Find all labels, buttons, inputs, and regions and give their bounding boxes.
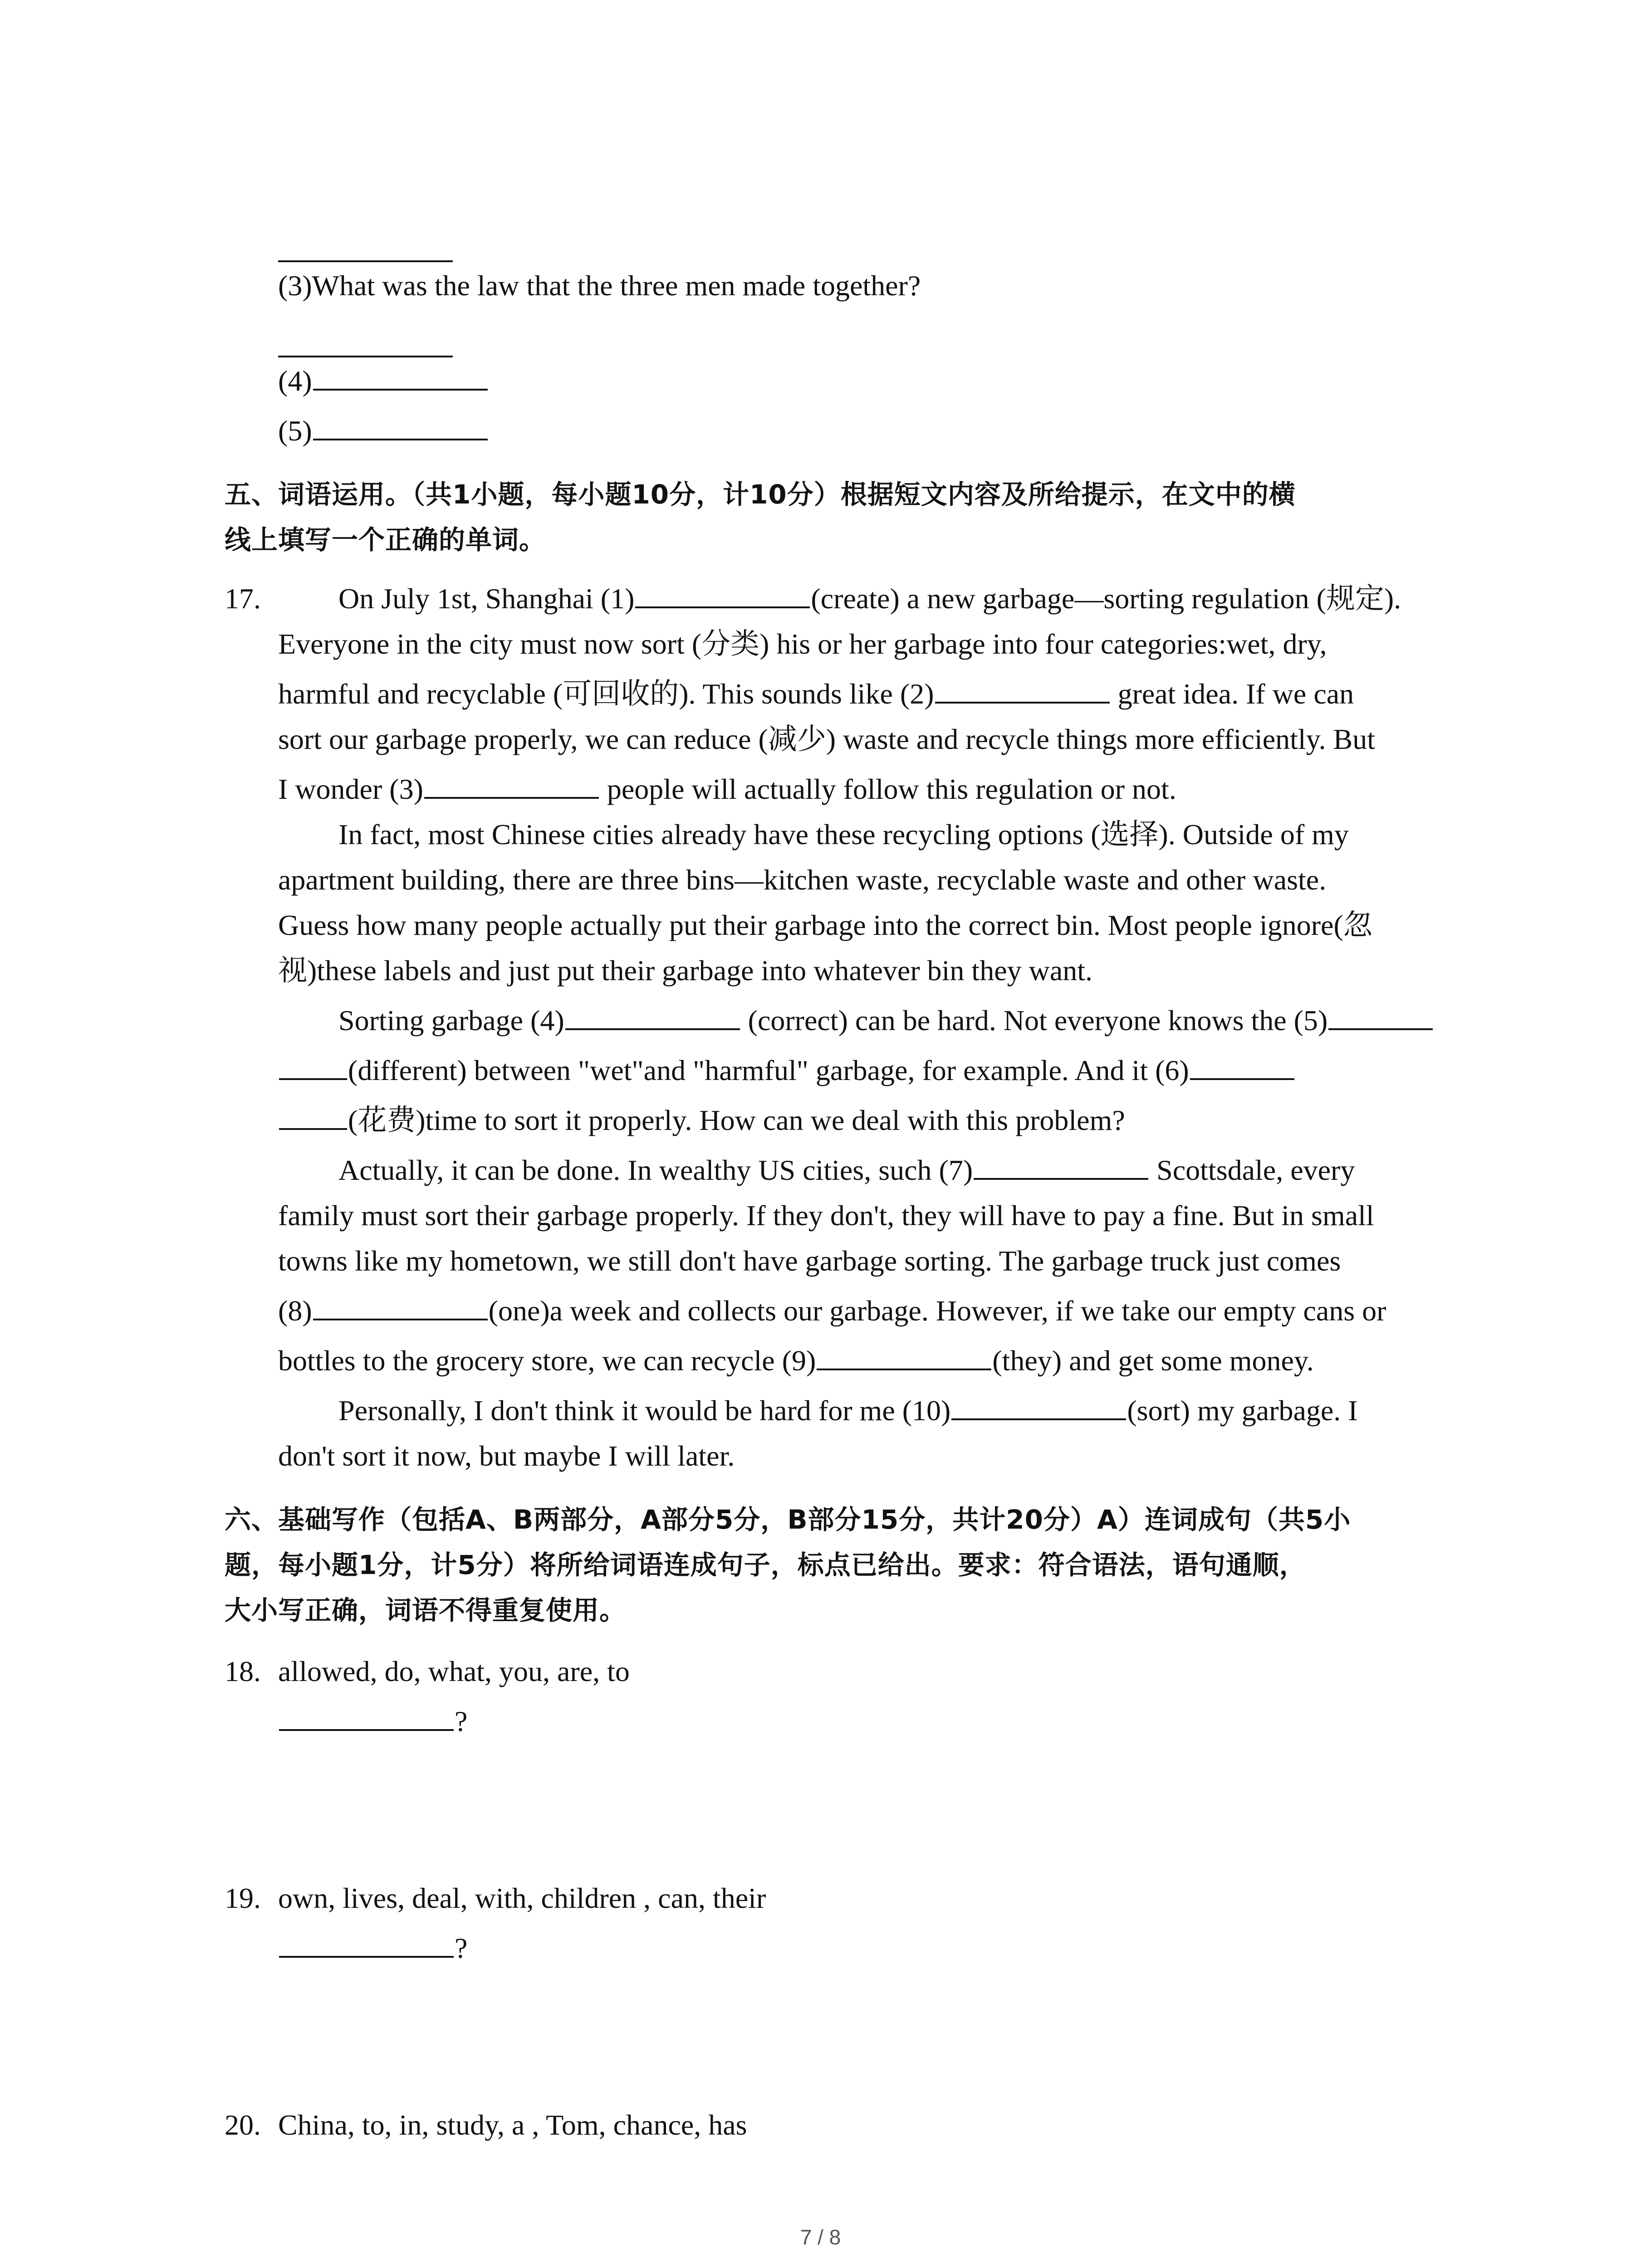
q19-words: own, lives, deal, with, children , can, their xyxy=(278,1882,766,1914)
answer-blank-q17-10[interactable] xyxy=(951,1393,1126,1420)
answer-blank-q17-5-part1[interactable] xyxy=(1328,1003,1433,1030)
answer-blank-2[interactable] xyxy=(278,260,453,262)
q19-answer-line: ? xyxy=(278,1928,467,1969)
q17-line-13: Actually, it can be done. In wealthy US cities, such (7) Scottsdale, every xyxy=(338,1150,1355,1191)
answer-blank-q17-3[interactable] xyxy=(424,772,599,799)
answer-blank-3[interactable] xyxy=(278,356,453,357)
q17-line-10: Sorting garbage (4) (correct) can be hard. Not everyone knows the (5) xyxy=(338,1000,1434,1041)
q17-line-8: Guess how many people actually put their garbage into the correct bin. Most people ignore(忽 xyxy=(278,909,1372,941)
q17-line-16: (8) (one)a week and collects our garbage. However, if we take our empty cans or xyxy=(278,1290,1386,1331)
q20-words: China, to, in, study, a , Tom, chance, has xyxy=(278,2109,747,2141)
q16-sub-3: (3)What was the law that the three men made together? xyxy=(278,269,921,302)
q17-line-11: (different) between "wet"and "harmful" garbage, for example. And it (6) xyxy=(278,1050,1295,1091)
answer-blank-q17-4[interactable] xyxy=(565,1003,740,1030)
q17-line-9: 视)these labels and just put their garbage into whatever bin they want. xyxy=(278,954,1093,987)
answer-blank-q17-9[interactable] xyxy=(817,1343,991,1370)
q17-line-3: harmful and recyclable (可回收的). This sounds like (2) great idea. If we can xyxy=(278,674,1354,714)
answer-blank-q19[interactable] xyxy=(279,1931,454,1958)
q17-line-15: towns like my hometown, we still don't have garbage sorting. The garbage truck just comes xyxy=(278,1245,1341,1277)
q17-line-19: don't sort it now, but maybe I will later. xyxy=(278,1440,735,1472)
section6-heading-line3: 大小写正确，词语不得重复使用。 xyxy=(225,1595,627,1626)
section5-heading-line1: 五、词语运用。（共1小题，每小题10分，计10分）根据短文内容及所给提示，在文中的横 xyxy=(225,479,1296,510)
answer-blank-q17-7[interactable] xyxy=(974,1153,1148,1180)
q17-line-5: I wonder (3) people will actually follow this regulation or not. xyxy=(278,769,1176,810)
answer-blank-5[interactable] xyxy=(313,413,488,440)
q17-line-1: On July 1st, Shanghai (1) (create) a new garbage—sorting regulation (规定). xyxy=(338,578,1401,619)
section6-heading-line2: 题，每小题1分，计5分）将所给词语连成句子，标点已给出。要求：符合语法，语句通顺， xyxy=(225,1549,1306,1580)
q18-words: allowed, do, what, you, are, to xyxy=(278,1655,630,1687)
answer-blank-q17-2[interactable] xyxy=(935,676,1110,704)
q16-sub-4: (4) xyxy=(278,361,489,401)
answer-blank-q18[interactable] xyxy=(279,1704,454,1731)
q17-line-12: (花费)time to sort it properly. How can we deal with this problem? xyxy=(278,1100,1125,1141)
q17-line-14: family must sort their garbage properly. If they don't, they will have to pay a fine. But in small xyxy=(278,1199,1374,1232)
section6-heading-line1: 六、基础写作（包括A、B两部分，A部分5分，B部分15分，共计20分）A）连词成句（共5小 xyxy=(225,1504,1351,1535)
section5-heading-line2: 线上填写一个正确的单词。 xyxy=(225,524,546,555)
question-number-19: 19. xyxy=(225,1882,261,1914)
answer-blank-q17-5-part2[interactable] xyxy=(279,1053,347,1080)
answer-blank-q17-1[interactable] xyxy=(635,581,810,608)
page-number: 7 / 8 xyxy=(800,2225,841,2249)
answer-blank-4[interactable] xyxy=(313,363,488,391)
q17-line-2: Everyone in the city must now sort (分类) his or her garbage into four categories:wet, dry, xyxy=(278,628,1327,660)
q17-line-4: sort our garbage properly, we can reduce (减少) waste and recycle things more efficiently. But xyxy=(278,723,1376,755)
answer-blank-q17-6-part1[interactable] xyxy=(1190,1053,1294,1080)
q18-answer-line: ? xyxy=(278,1701,467,1742)
q17-line-7: apartment building, there are three bins—kitchen waste, recyclable waste and other waste. xyxy=(278,864,1327,896)
answer-blank-q17-6-part2[interactable] xyxy=(279,1103,347,1130)
question-number-18: 18. xyxy=(225,1655,261,1687)
question-number-20: 20. xyxy=(225,2109,261,2141)
q17-line-17: bottles to the grocery store, we can recycle (9) (they) and get some money. xyxy=(278,1340,1314,1381)
q17-line-6: In fact, most Chinese cities already have these recycling options (选择). Outside of my xyxy=(338,818,1349,850)
question-number-17: 17. xyxy=(225,582,261,615)
q17-line-18: Personally, I don't think it would be hard for me (10) (sort) my garbage. I xyxy=(338,1390,1358,1431)
q16-sub-5: (5) xyxy=(278,411,489,451)
answer-blank-q17-8[interactable] xyxy=(313,1293,488,1320)
